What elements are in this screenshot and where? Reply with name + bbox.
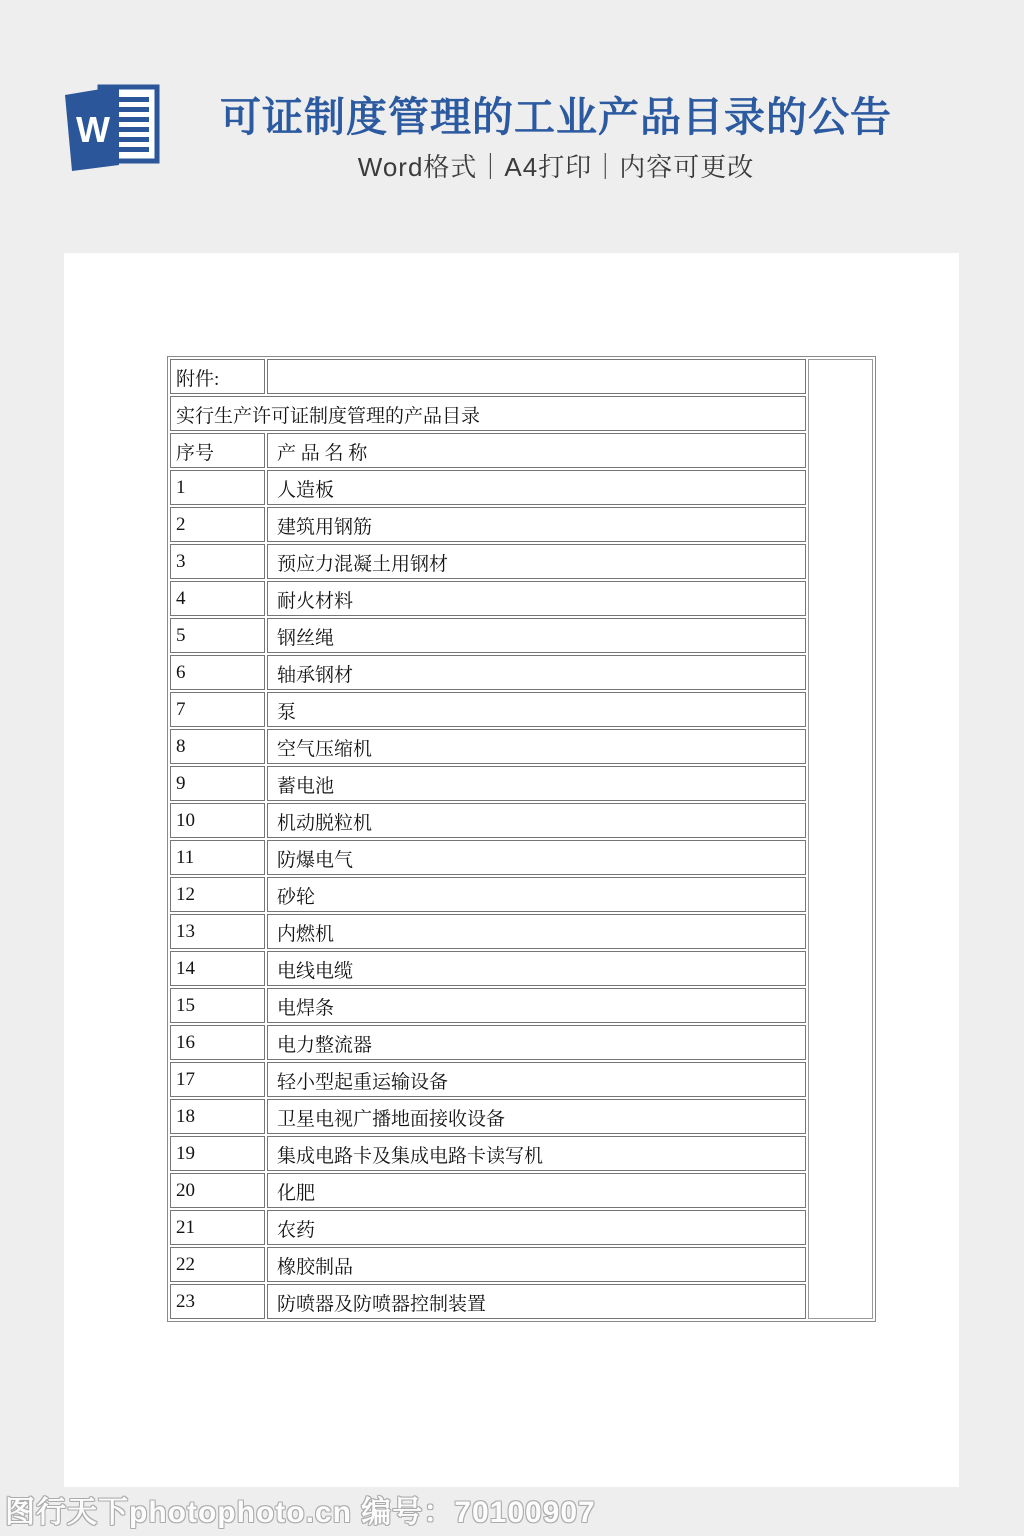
row-product-name-cell: 化肥 (267, 1173, 806, 1208)
row-product-name-cell: 机动脱粒机 (267, 803, 806, 838)
table-row (170, 1099, 873, 1134)
table-row (170, 581, 873, 616)
row-product-name-cell: 电力整流器 (267, 1025, 806, 1060)
table-row (170, 766, 873, 801)
row-number-cell: 11 (170, 840, 265, 875)
row-number-cell: 16 (170, 1025, 265, 1060)
row-product-name-cell: 泵 (267, 692, 806, 727)
column-header-name: 产 品 名 称 (267, 433, 806, 468)
column-header-index: 序号 (170, 433, 265, 468)
row-number-cell: 1 (170, 470, 265, 505)
row-number-cell: 20 (170, 1173, 265, 1208)
row-number-cell: 2 (170, 507, 265, 542)
row-number-cell: 23 (170, 1284, 265, 1319)
header-titles (88, 94, 1024, 182)
table-row (170, 951, 873, 986)
row-number-cell: 3 (170, 544, 265, 579)
row-product-name-cell: 农药 (267, 1210, 806, 1245)
row-number-cell: 22 (170, 1247, 265, 1282)
row-product-name-cell: 内燃机 (267, 914, 806, 949)
table-row (170, 1284, 873, 1319)
attachment-empty-cell (267, 359, 806, 394)
svg-text:W: W (76, 109, 110, 150)
row-product-name-cell: 轻小型起重运输设备 (267, 1062, 806, 1097)
row-number-cell: 19 (170, 1136, 265, 1171)
table-row (170, 470, 873, 505)
row-number-cell: 14 (170, 951, 265, 986)
table-row (170, 1173, 873, 1208)
table-row (170, 618, 873, 653)
row-product-name-cell: 建筑用钢筋 (267, 507, 806, 542)
attachment-row (170, 359, 873, 394)
page-subtitle: Word格式｜A4打印｜内容可更改 (357, 152, 755, 182)
row-number-cell: 8 (170, 729, 265, 764)
row-number-cell: 5 (170, 618, 265, 653)
watermark-text: 图行天下photophoto.cn 编号：70100907 (5, 1496, 596, 1529)
row-product-name-cell: 蓄电池 (267, 766, 806, 801)
table-row (170, 1247, 873, 1282)
row-product-name-cell: 预应力混凝土用钢材 (267, 544, 806, 579)
row-product-name-cell: 橡胶制品 (267, 1247, 806, 1282)
table-row (170, 1025, 873, 1060)
row-product-name-cell: 电焊条 (267, 988, 806, 1023)
row-number-cell: 21 (170, 1210, 265, 1245)
row-number-cell: 4 (170, 581, 265, 616)
row-product-name-cell: 耐火材料 (267, 581, 806, 616)
row-number-cell: 17 (170, 1062, 265, 1097)
table-row (170, 988, 873, 1023)
table-title-cell: 实行生产许可证制度管理的产品目录 (170, 396, 806, 431)
row-number-cell: 9 (170, 766, 265, 801)
row-number-cell: 18 (170, 1099, 265, 1134)
table-row (170, 840, 873, 875)
row-product-name-cell: 集成电路卡及集成电路卡读写机 (267, 1136, 806, 1171)
table-row (170, 1210, 873, 1245)
row-product-name-cell: 钢丝绳 (267, 618, 806, 653)
table-row (170, 729, 873, 764)
row-product-name-cell: 轴承钢材 (267, 655, 806, 690)
table-side-empty-column (808, 359, 873, 1319)
row-number-cell: 12 (170, 877, 265, 912)
row-product-name-cell: 防喷器及防喷器控制装置 (267, 1284, 806, 1319)
table-row (170, 692, 873, 727)
row-number-cell: 7 (170, 692, 265, 727)
table-row (170, 803, 873, 838)
row-product-name-cell: 人造板 (267, 470, 806, 505)
table-row (170, 1062, 873, 1097)
row-number-cell: 10 (170, 803, 265, 838)
table-row (170, 544, 873, 579)
table-title-row (170, 396, 873, 431)
table-row (170, 877, 873, 912)
row-number-cell: 13 (170, 914, 265, 949)
table-header-row (170, 433, 873, 468)
row-product-name-cell: 防爆电气 (267, 840, 806, 875)
page-title: 可证制度管理的工业产品目录的公告 (220, 94, 892, 140)
row-product-name-cell: 卫星电视广播地面接收设备 (267, 1099, 806, 1134)
product-catalog-table (167, 356, 876, 1322)
table-row (170, 1136, 873, 1171)
table-row (170, 655, 873, 690)
document-page (64, 253, 959, 1487)
row-product-name-cell: 电线电缆 (267, 951, 806, 986)
attachment-label-cell: 附件: (170, 359, 265, 394)
row-product-name-cell: 空气压缩机 (267, 729, 806, 764)
table-row (170, 914, 873, 949)
row-number-cell: 6 (170, 655, 265, 690)
row-number-cell: 15 (170, 988, 265, 1023)
row-product-name-cell: 砂轮 (267, 877, 806, 912)
table-row (170, 507, 873, 542)
